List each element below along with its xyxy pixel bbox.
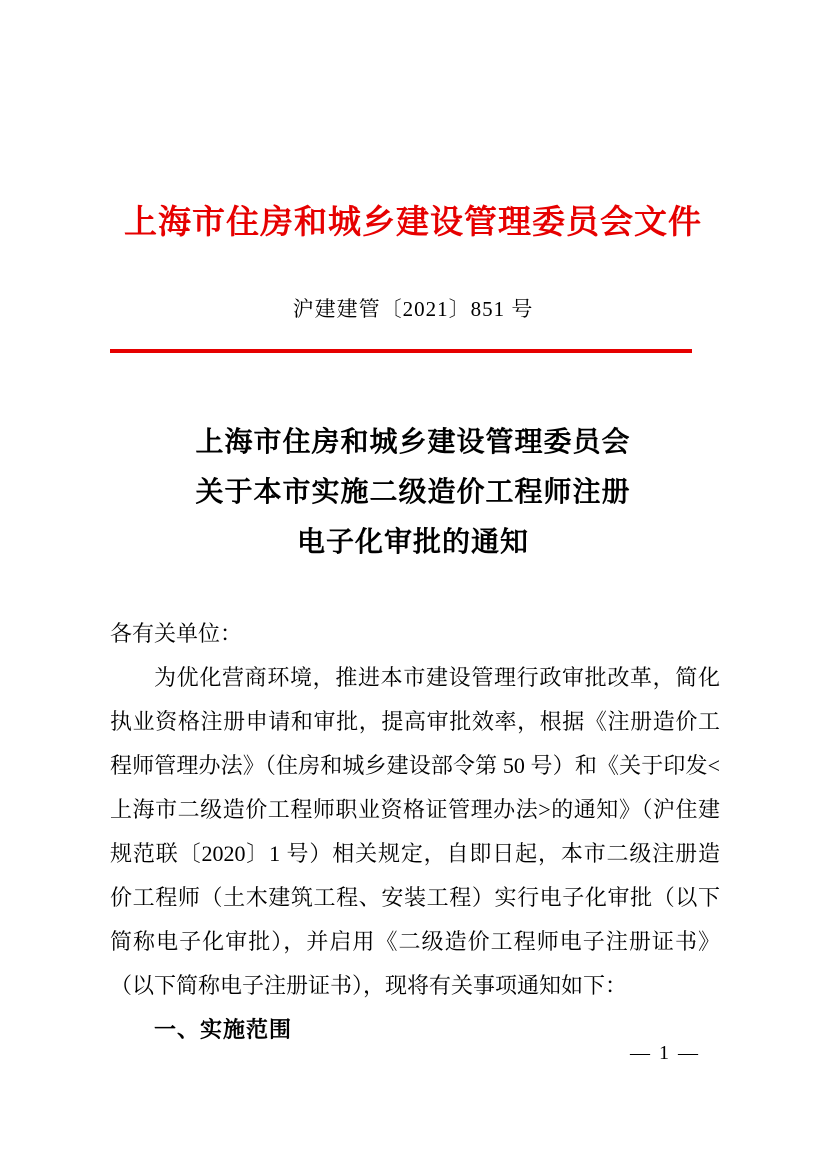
document-title-line-1: 上海市住房和城乡建设管理委员会 [195,427,631,458]
document-number: 沪建建管〔2021〕851 号 [292,297,534,321]
salutation: 各有关单位： [110,621,243,646]
section-heading-1: 一、实施范围 [154,1017,293,1042]
document-title [0,418,826,568]
document-body [110,612,720,1052]
red-divider-line [110,349,692,353]
document-title-line-2: 关于本市实施二级造价工程师注册 [195,477,631,508]
body-paragraph-1: 为优化营商环境，推进本市建设管理行政审批改革，简化执业资格注册申请和审批，提高审批效率，根据《注册造价工程师管理办法》（住房和城乡建设部令第 50 号）和《关于印发<上海市二级造价工程师职业资格证管理办法>的通知》（沪住建规范联〔2020〕1 号）相关规定，自即日起，本市二级注册造价工程师（土木建筑工程、安装工程）实行电子化审批（以下简称电子化审批），并启用《二级造价工程师电子注册证书》（以下简称电子注册证书），现将有关事项通知如下： [110,665,720,998]
page-number: — 1 — [630,1042,700,1064]
document-title-line-3: 电子化审批的通知 [296,527,529,558]
document-header-title: 上海市住房和城乡建设管理委员会文件 [124,205,702,241]
